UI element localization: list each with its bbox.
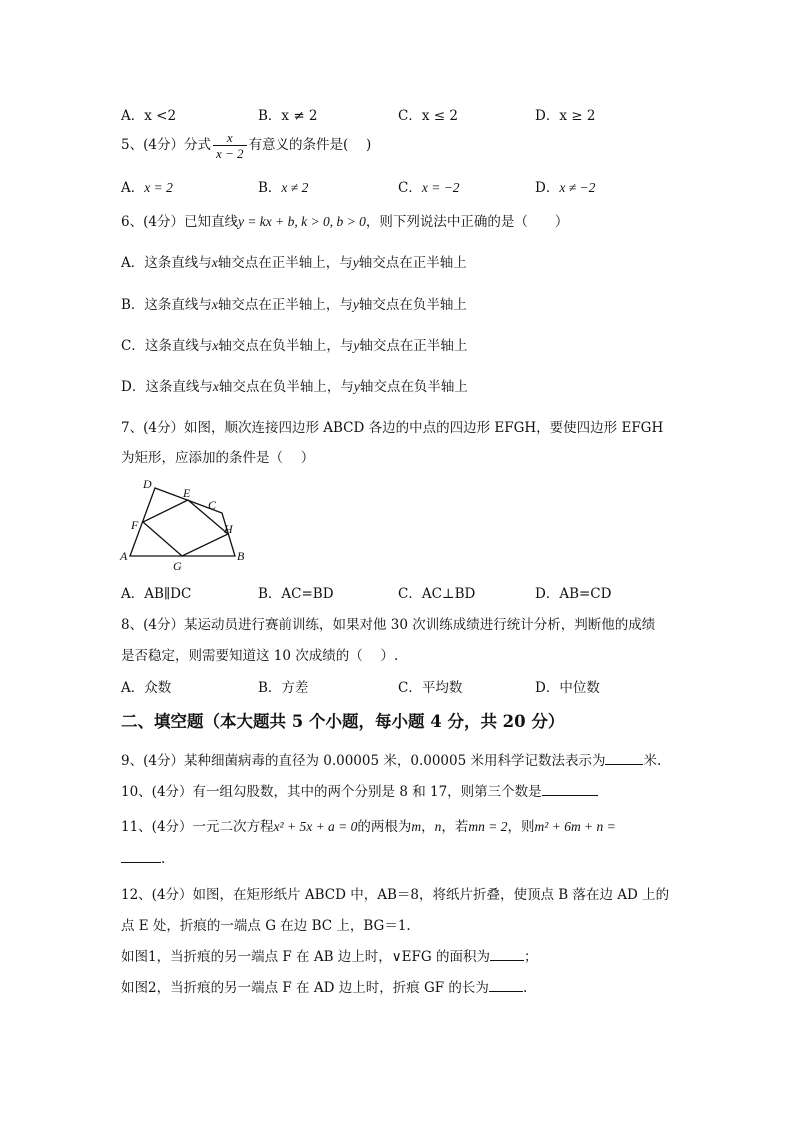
q5-stem: 5、(4分）分式 $\frac{x}{x - 2}$ 有意义的条件是( ) [121,130,372,161]
q11-stem: 11、(4分）一元二次方程x² + 5x + a = 0的两根为m，n，若mn = 2，则m² + 6m + n = [121,819,616,835]
q7-stem-line2: 为矩形，应添加的条件是（ ） [121,450,315,466]
q6-option-b: B．这条直线与x轴交点在正半轴上，与y轴交点在负半轴上 [121,297,467,313]
q6-option-c: C．这条直线与x轴交点在负半轴上，与y轴交点在正半轴上 [121,338,468,354]
label-f: F [131,518,139,532]
q12-stem-line4: 如图2，当折痕的另一端点 F 在 AD 边上时，折痕 GF 的长为 . [121,980,528,996]
q8-option-d: D．中位数 [535,680,600,696]
q5-option-d: D．x ≠ −2 [535,180,596,196]
label-a: A [120,549,128,563]
q5-option-b: B．x ≠ 2 [258,180,309,196]
q7-option-d: D．AB=CD [535,586,612,602]
q7-quadrilateral-figure [115,474,255,572]
label-c: C [208,498,217,512]
label-d: D [143,477,152,491]
q6-stem: 6、(4分）已知直线y = kx + b, k > 0, b > 0，则下列说法中正确的是（ ） [121,214,569,230]
label-h: H [224,522,233,536]
q4-option-c: C．x ≤ 2 [398,108,458,124]
label-g: G [173,559,182,572]
q10-answer-blank[interactable] [542,782,598,796]
q8-stem-line1: 8、(4分）某运动员进行赛前训练，如果对他 30 次训练成绩进行统计分析，判断他的成绩 [121,617,656,633]
q12-answer-blank-2[interactable] [489,978,523,992]
q7-option-c: C．AC⊥BD [398,586,476,602]
q12-stem-line1: 12、(4分）如图，在矩形纸片 ABCD 中，AB＝8，将纸片折叠，使顶点 B 落在边 AD 上的 [121,887,670,903]
q8-stem-line2: 是否稳定，则需要知道这 10 次成绩的（ ）. [121,648,399,664]
q8-option-b: B．方差 [258,680,309,696]
q12-stem-line3: 如图1，当折痕的另一端点 F 在 AB 边上时，∨EFG 的面积为 ； [121,949,538,965]
q4-option-a: A．x <2 [121,108,177,124]
q9-stem: 9、(4分）某种细菌病毒的直径为 0.00005 米，0.00005 米用科学记数法表示为 米. [121,753,662,769]
q7-option-a: A．AB∥DC [121,586,192,602]
q5-option-a: A．x = 2 [121,180,173,196]
q5-option-c: C．x = −2 [398,180,460,196]
q12-answer-blank-1[interactable] [490,947,524,961]
q4-option-b: B．x ≠ 2 [258,108,318,124]
q4-option-d: D．x ≥ 2 [535,108,596,124]
q6-option-d: D．这条直线与x轴交点在负半轴上，与y轴交点在负半轴上 [121,379,468,395]
q6-option-a: A．这条直线与x轴交点在正半轴上，与y轴交点在正半轴上 [121,255,467,271]
q9-answer-blank[interactable] [605,751,643,765]
q7-option-b: B．AC=BD [258,586,334,602]
q11-answer-line: . [121,849,165,867]
q5-fraction: $\frac{x}{x - 2}$ [213,130,247,161]
q7-stem-line1: 7、(4分）如图，顺次连接四边形 ABCD 各边的中点的四边形 EFGH，要使四边形 EFGH [121,420,664,436]
label-b: B [237,549,245,563]
q12-stem-line2: 点 E 处，折痕的一端点 G 在边 BC 上，BG＝1. [121,918,411,934]
q11-answer-blank[interactable] [121,849,161,863]
label-e: E [183,486,191,500]
q8-option-c: C．平均数 [398,680,463,696]
section-heading-fill-in: 二、填空题（本大题共 5 个小题，每小题 4 分，共 20 分） [121,712,565,731]
q10-stem: 10、(4分）有一组勾股数，其中的两个分别是 8 和 17，则第三个数是 [121,780,598,800]
q8-option-a: A．众数 [121,680,172,696]
